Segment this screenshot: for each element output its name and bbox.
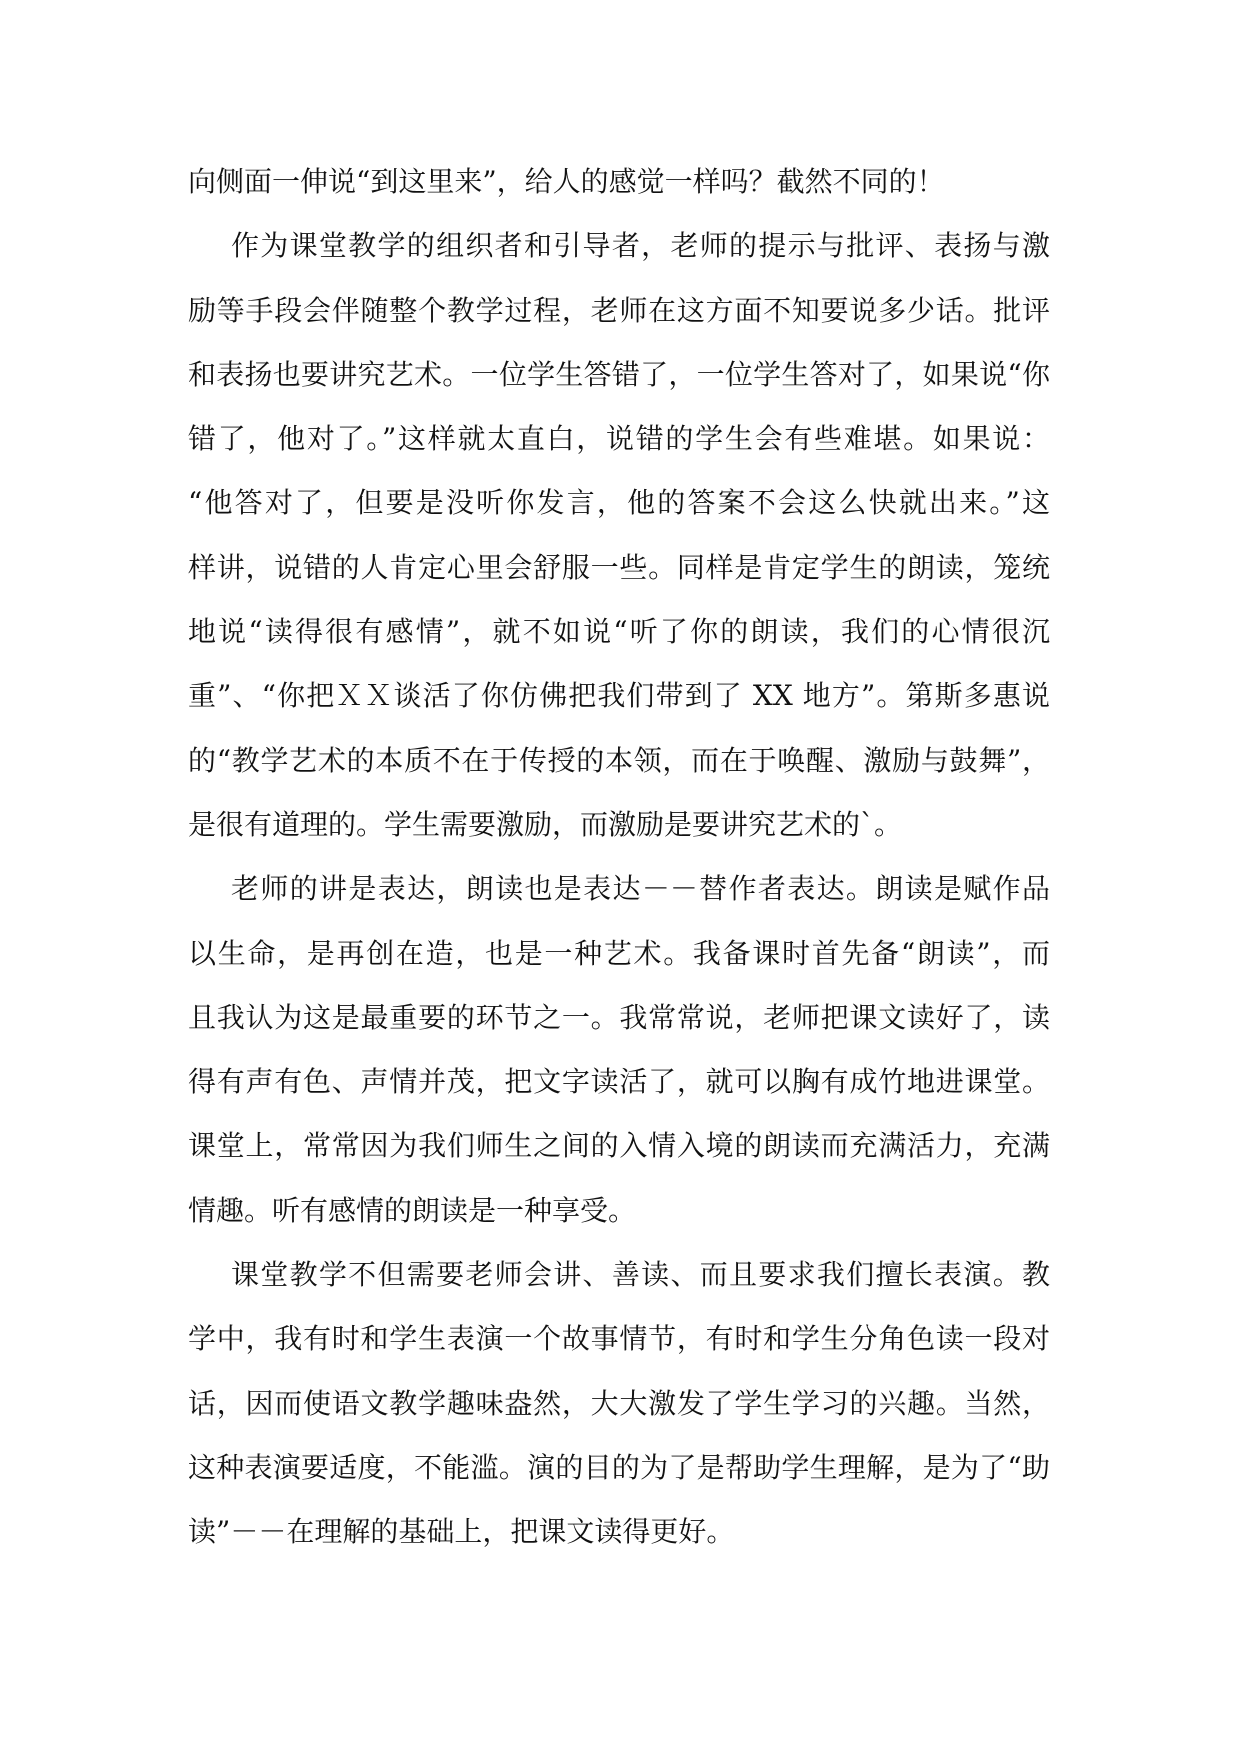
text-line: 读”－－在理解的基础上，把课文读得更好。 [188, 1515, 735, 1549]
text-line: 话，因而使语文教学趣味盎然，大大激发了学生学习的兴趣。当然， [188, 1386, 1050, 1420]
document-page [188, 150, 1050, 1565]
text-line: 重”、“你把ＸＸ谈活了你仿佛把我们带到了 XX 地方”。第斯多惠说 [188, 679, 1050, 713]
text-line: 且我认为这是最重要的环节之一。我常常说，老师把课文读好了，读 [188, 1000, 1050, 1034]
text-line: 以生命，是再创在造，也是一种艺术。我备课时首先备“朗读”，而 [188, 936, 1050, 970]
text-line: 作为课堂教学的组织者和引导者，老师的提示与批评、表扬与激 [231, 229, 1050, 263]
text-line: 课堂教学不但需要老师会讲、善读、而且要求我们擅长表演。教 [231, 1258, 1050, 1292]
text-line: 地说“读得很有感情”，就不如说“听了你的朗读，我们的心情很沉 [188, 615, 1050, 649]
text-line: 得有声有色、声情并茂，把文字读活了，就可以胸有成竹地进课堂。 [188, 1065, 1050, 1099]
text-line: 向侧面一伸说“到这里来”，给人的感觉一样吗？截然不同的！ [188, 165, 945, 198]
text-line: 和表扬也要讲究艺术。一位学生答错了，一位学生答对了，如果说“你 [188, 357, 1050, 391]
text-line: 学中，我有时和学生表演一个故事情节，有时和学生分角色读一段对 [188, 1322, 1050, 1356]
text-line: 错了，他对了。”这样就太直白，说错的学生会有些难堪。如果说： [188, 422, 1050, 456]
text-line: 课堂上，常常因为我们师生之间的入情入境的朗读而充满活力，充满 [188, 1129, 1050, 1163]
text-line: 这种表演要适度，不能滥。演的目的为了是帮助学生理解，是为了“助 [188, 1450, 1050, 1484]
text-line: 的“教学艺术的本质不在于传授的本领，而在于唤醒、激励与鼓舞”， [188, 743, 1050, 777]
text-line: 老师的讲是表达，朗读也是表达－－替作者表达。朗读是赋作品 [231, 872, 1050, 906]
text-line: 励等手段会伴随整个教学过程，老师在这方面不知要说多少话。批评 [188, 293, 1050, 327]
text-line: 是很有道理的。学生需要激励，而激励是要讲究艺术的`。 [188, 807, 903, 841]
text-line: “他答对了，但要是没听你发言，他的答案不会这么快就出来。”这 [188, 486, 1050, 520]
text-line: 样讲，说错的人肯定心里会舒服一些。同样是肯定学生的朗读，笼统 [188, 550, 1050, 584]
text-line: 情趣。听有感情的朗读是一种享受。 [188, 1193, 637, 1227]
